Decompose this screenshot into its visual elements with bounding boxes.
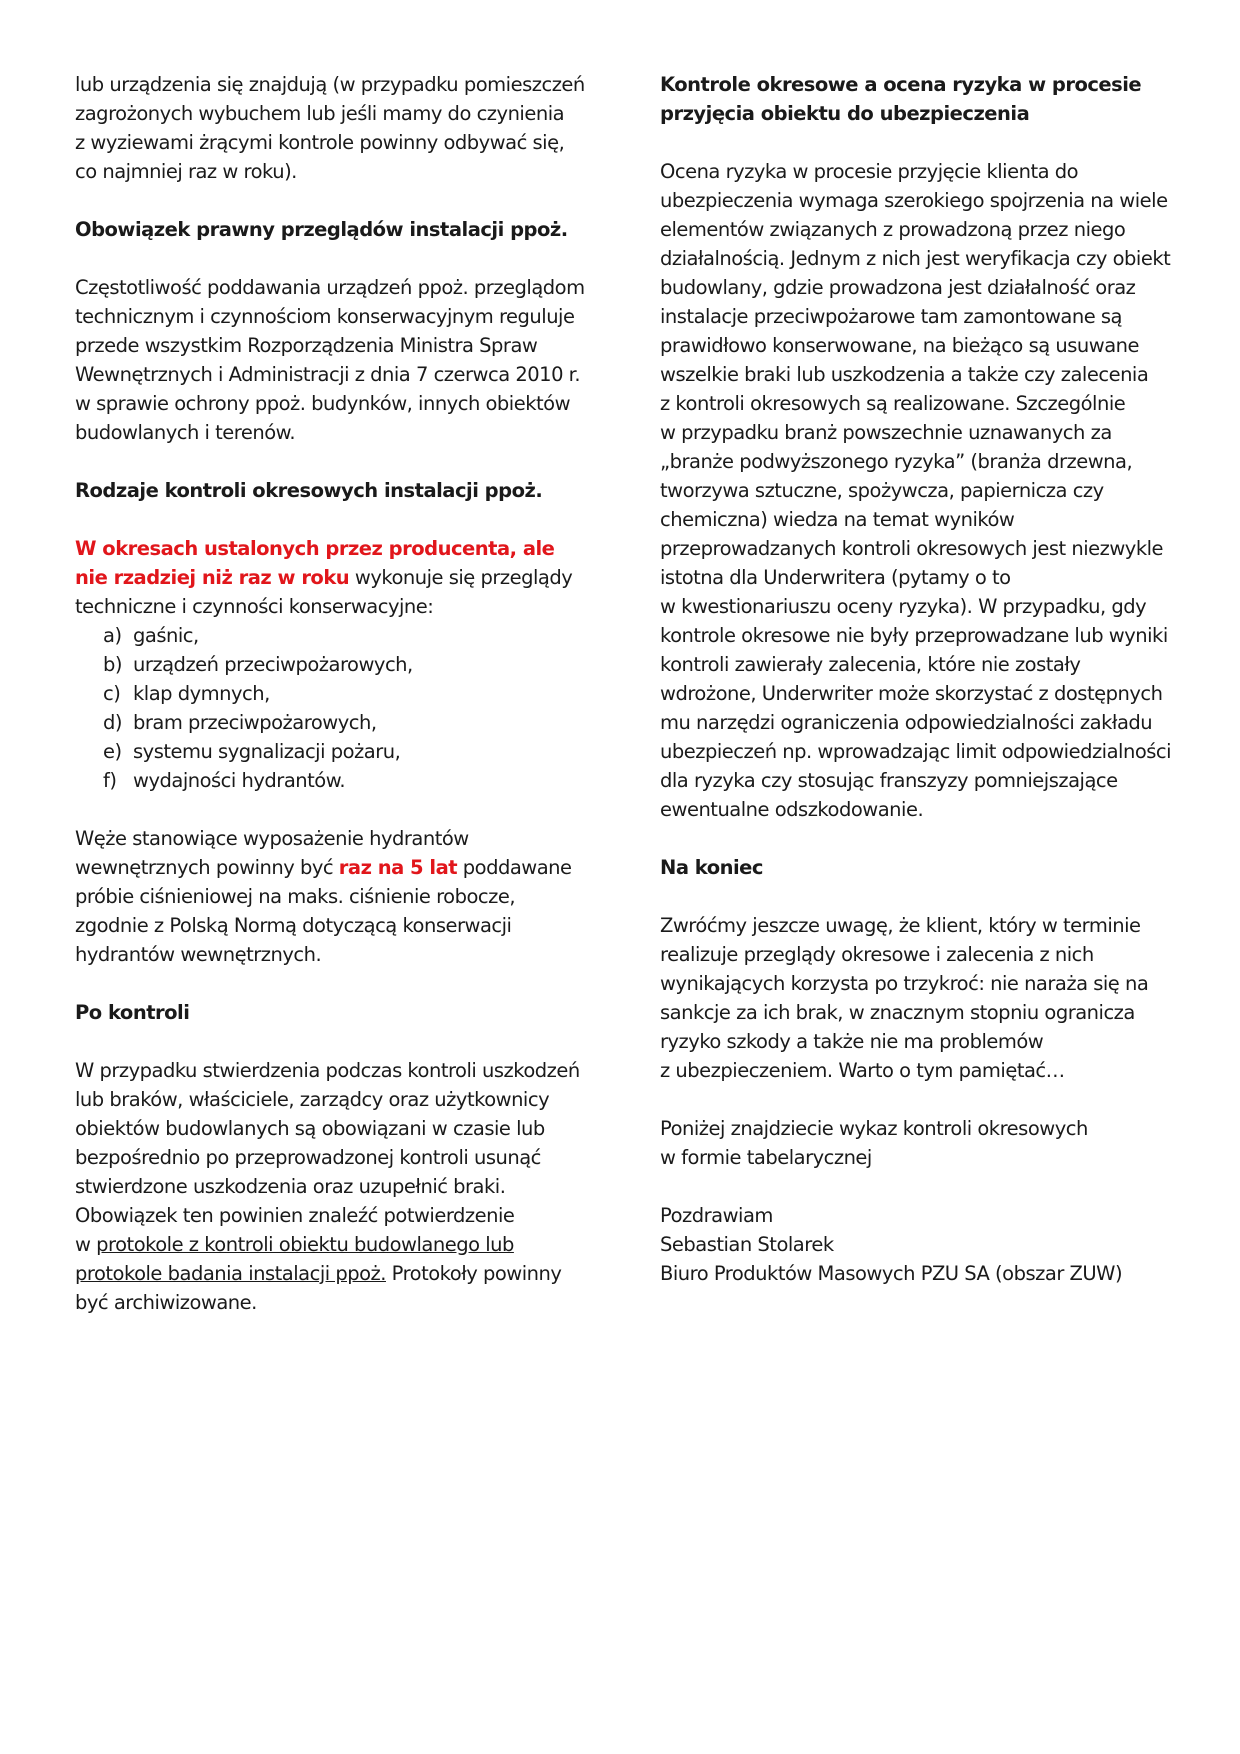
- right-column: [660, 70, 1180, 1288]
- paragraph-line: Poniżej znajdziecie wykaz kontroli okresowych: [660, 1117, 1088, 1140]
- paragraph-line: hydrantów wewnętrznych.: [75, 943, 322, 966]
- heading-conclusion: Na koniec: [660, 856, 763, 879]
- heading-after-control: Po kontroli: [75, 1001, 190, 1024]
- paragraph-line: z ubezpieczeniem. Warto o tym pamiętać…: [660, 1059, 1065, 1082]
- paragraph-line: ubezpieczeń np. wprowadzając limit odpowiedzialności: [660, 740, 1172, 763]
- protocol-link[interactable]: protokole badania instalacji ppoż.: [75, 1262, 386, 1285]
- paragraph-line: w przypadku branż powszechnie uznawanych za: [660, 421, 1112, 444]
- heading-risk-assessment: Kontrole okresowe a ocena ryzyka w procesie: [660, 73, 1142, 96]
- list-marker: f): [103, 769, 117, 792]
- highlight-text: W okresach ustalonych przez producenta, ale: [75, 537, 555, 560]
- paragraph-line: ubezpieczenia wymaga szerokiego spojrzenia na wiele: [660, 189, 1168, 212]
- list-item: [75, 650, 595, 679]
- signature-name: Sebastian Stolarek: [660, 1233, 834, 1256]
- paragraph-line: z kontroli okresowych są realizowane. Szczególnie: [660, 392, 1126, 415]
- highlight-text: nie rzadziej niż raz w roku: [75, 566, 350, 589]
- paragraph-line: [75, 1230, 595, 1259]
- paragraph-line: elementów związanych z prowadzoną przez niego: [660, 218, 1126, 241]
- list-item-text: systemu sygnalizacji pożaru,: [133, 740, 401, 763]
- intro-line: z wyziewami żrącymi kontrole powinny odbywać się,: [75, 131, 565, 154]
- paragraph-line: przede wszystkim Rozporządzenia Ministra Spraw: [75, 334, 538, 357]
- paragraph-line: sankcje za ich brak, w znacznym stopniu ogranicza: [660, 1001, 1135, 1024]
- list-item-text: wydajności hydrantów.: [133, 769, 346, 792]
- paragraph-line: mu narzędzi ograniczenia odpowiedzialności zakładu: [660, 711, 1153, 734]
- paragraph-line: próbie ciśnieniowej na maks. ciśnienie robocze,: [75, 885, 516, 908]
- list-item: [75, 679, 595, 708]
- list-marker: d): [103, 711, 122, 734]
- list-item: [75, 766, 595, 795]
- paragraph-line: W przypadku stwierdzenia podczas kontroli uszkodzeń: [75, 1059, 580, 1082]
- paragraph-line: prawidłowo konserwowane, na bieżąco są usuwane: [660, 334, 1140, 357]
- paragraph-line: ewentualne odszkodowanie.: [660, 798, 924, 821]
- paragraph-line: instalacje przeciwpożarowe tam zamontowane są: [660, 305, 1123, 328]
- paragraph-line: technicznym i czynnościom konserwacyjnym reguluje: [75, 305, 575, 328]
- signature-department: Biuro Produktów Masowych PZU SA (obszar ZUW): [660, 1262, 1123, 1285]
- paragraph-line: budowlanych i terenów.: [75, 421, 296, 444]
- control-list: [75, 621, 595, 795]
- intro-line: zagrożonych wybuchem lub jeśli mamy do czynienia: [75, 102, 565, 125]
- heading-legal-obligation: Obowiązek prawny przeglądów instalacji ppoż.: [75, 218, 568, 241]
- paragraph-line: w kwestionariuszu oceny ryzyka). W przypadku, gdy: [660, 595, 1147, 618]
- paragraph-line: [75, 1259, 595, 1288]
- list-marker: b): [103, 653, 122, 676]
- paragraph-line: w sprawie ochrony ppoż. budynków, innych obiektów: [75, 392, 571, 415]
- list-item: [75, 737, 595, 766]
- heading-control-types: Rodzaje kontroli okresowych instalacji ppoż.: [75, 479, 543, 502]
- paragraph-line: w formie tabelarycznej: [660, 1146, 872, 1169]
- inline-text: Protokoły powinny: [385, 1262, 562, 1285]
- list-item-text: bram przeciwpożarowych,: [133, 711, 377, 734]
- paragraph-line: być archiwizowane.: [75, 1291, 257, 1314]
- inline-text: poddawane: [457, 856, 572, 879]
- paragraph-line: wynikających korzysta po trzykroć: nie naraża się na: [660, 972, 1149, 995]
- paragraph-line: ryzyko szkody a także nie ma problemów: [660, 1030, 1044, 1053]
- paragraph-line: Wewnętrznych i Administracji z dnia 7 czerwca 2010 r.: [75, 363, 581, 386]
- inline-text: wykonuje się przeglądy: [349, 566, 573, 589]
- paragraph-line: zgodnie z Polską Normą dotyczącą konserwacji: [75, 914, 512, 937]
- paragraph-line: Częstotliwość poddawania urządzeń ppoż. przeglądom: [75, 276, 585, 299]
- signature-greeting: Pozdrawiam: [660, 1204, 773, 1227]
- paragraph-line: Zwróćmy jeszcze uwagę, że klient, który w terminie: [660, 914, 1141, 937]
- inline-text: wewnętrznych powinny być: [75, 856, 339, 879]
- paragraph-line: kontrole okresowe nie były przeprowadzane lub wyniki: [660, 624, 1168, 647]
- intro-line: lub urządzenia się znajdują (w przypadku pomieszczeń: [75, 73, 585, 96]
- paragraph-line: chemiczna) wiedza na temat wyników: [660, 508, 1015, 531]
- paragraph-line: dla ryzyka czy stosując franszyzy pomniejszające: [660, 769, 1118, 792]
- paragraph-line: lub braków, właściciele, zarządcy oraz użytkownicy: [75, 1088, 550, 1111]
- paragraph-line: działalnością. Jednym z nich jest weryfikacja czy obiekt: [660, 247, 1171, 270]
- paragraph-line: wdrożone, Underwriter może skorzystać z dostępnych: [660, 682, 1163, 705]
- paragraph-line: [75, 563, 595, 592]
- paragraph-line: bezpośrednio po przeprowadzonej kontroli usunąć: [75, 1146, 541, 1169]
- list-item-text: urządzeń przeciwpożarowych,: [133, 653, 413, 676]
- paragraph-line: obiektów budowlanych są obowiązani w czasie lub: [75, 1117, 545, 1140]
- list-marker: a): [103, 624, 122, 647]
- paragraph-line: istotna dla Underwritera (pytamy o to: [660, 566, 1011, 589]
- list-item-text: gaśnic,: [133, 624, 199, 647]
- paragraph-line: Ocena ryzyka w procesie przyjęcie klienta do: [660, 160, 1079, 183]
- highlight-text: raz na 5 lat: [338, 856, 458, 879]
- paragraph-line: Węże stanowiące wyposażenie hydrantów: [75, 827, 469, 850]
- paragraph-line: [75, 534, 595, 563]
- heading-risk-assessment: przyjęcia obiektu do ubezpieczenia: [660, 102, 1030, 125]
- list-marker: e): [103, 740, 122, 763]
- paragraph-line: kontroli zawierały zalecenia, które nie zostały: [660, 653, 1081, 676]
- protocol-link[interactable]: protokole z kontroli obiektu budowlanego lub: [96, 1233, 514, 1256]
- list-marker: c): [103, 682, 121, 705]
- paragraph-line: stwierdzone uszkodzenia oraz uzupełnić braki.: [75, 1175, 506, 1198]
- paragraph-line: wszelkie braki lub uszkodzenia a także czy zalecenia: [660, 363, 1149, 386]
- paragraph-line: realizuje przeglądy okresowe i zalecenia z nich: [660, 943, 1094, 966]
- list-item: [75, 708, 595, 737]
- paragraph-line: techniczne i czynności konserwacyjne:: [75, 595, 434, 618]
- left-column: [75, 70, 595, 1317]
- paragraph-line: tworzywa sztuczne, spożywcza, papiernicza czy: [660, 479, 1104, 502]
- paragraph-line: [75, 853, 595, 882]
- list-item-text: klap dymnych,: [133, 682, 270, 705]
- paragraph-line: Obowiązek ten powinien znaleźć potwierdzenie: [75, 1204, 515, 1227]
- intro-line: co najmniej raz w roku).: [75, 160, 297, 183]
- paragraph-line: „branże podwyższonego ryzyka” (branża drzewna,: [660, 450, 1133, 473]
- list-item: [75, 621, 595, 650]
- inline-text: w: [75, 1233, 97, 1256]
- paragraph-line: przeprowadzanych kontroli okresowych jest niezwykle: [660, 537, 1164, 560]
- paragraph-line: budowlany, gdzie prowadzona jest działalność oraz: [660, 276, 1136, 299]
